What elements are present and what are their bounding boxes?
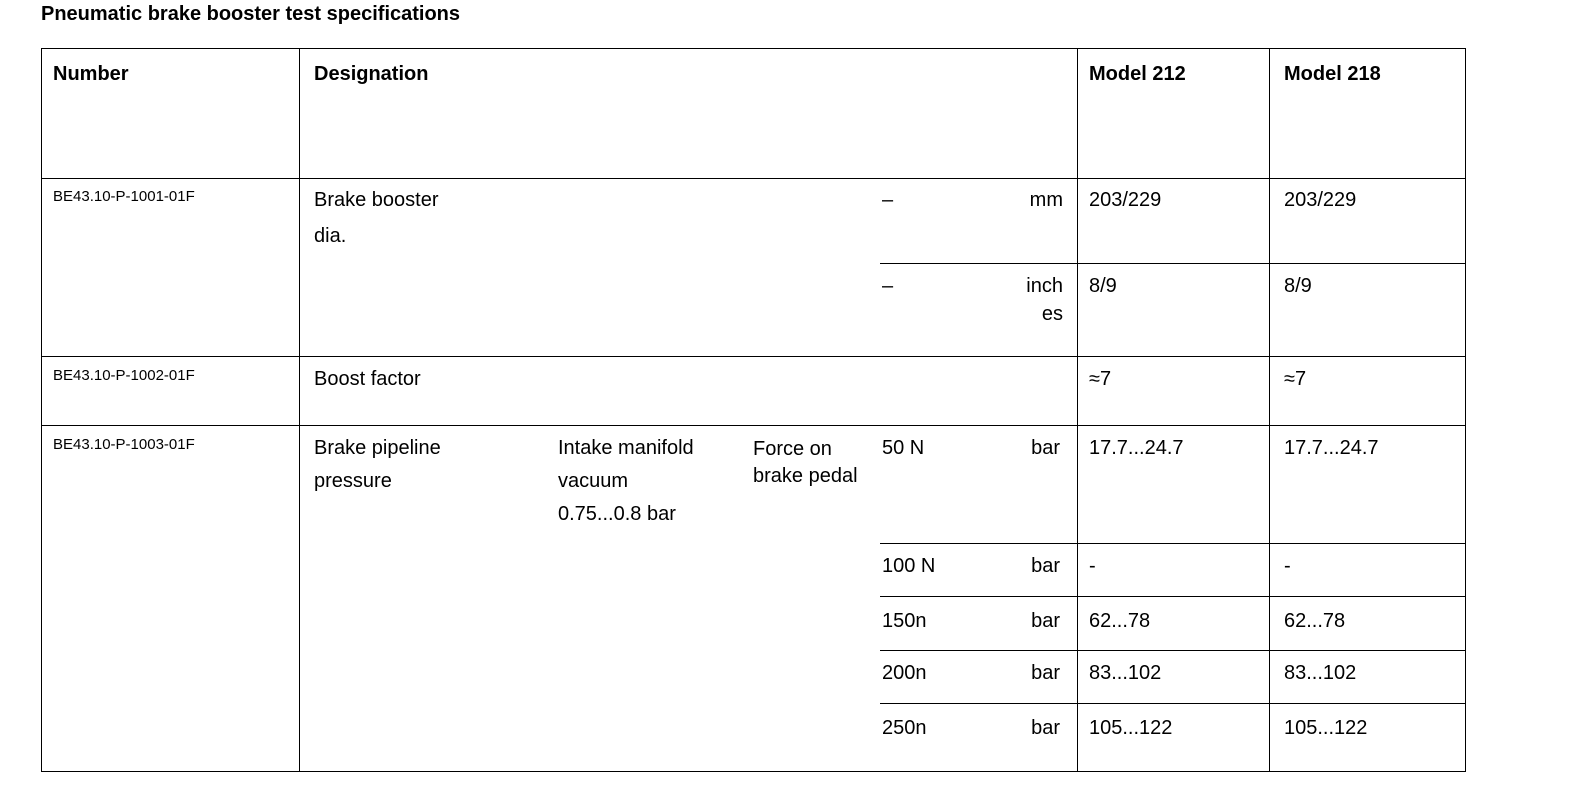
row-designation: Brake pipeline — [314, 437, 441, 459]
model-212-value: 105...122 — [1089, 717, 1173, 739]
unit-value: bar — [1031, 555, 1060, 577]
header-designation: Designation — [314, 63, 429, 85]
condition-value: 50 N — [882, 437, 925, 459]
model-218-value: 8/9 — [1284, 275, 1312, 297]
condition-value: – — [882, 275, 894, 297]
unit-value: bar — [1031, 610, 1060, 632]
model-212-value: 83...102 — [1089, 662, 1162, 684]
model-212-value: - — [1089, 555, 1096, 577]
row-divider — [880, 263, 1466, 264]
model-212-value: 203/229 — [1089, 189, 1162, 211]
row-number: BE43.10-P-1001-01F — [53, 188, 195, 205]
header-model-218: Model 218 — [1284, 63, 1381, 85]
force-condition: brake pedal — [753, 465, 858, 487]
row-divider — [41, 356, 1466, 357]
row-divider — [880, 596, 1466, 597]
vacuum-condition: vacuum — [558, 470, 629, 492]
model-218-value: 17.7...24.7 — [1284, 437, 1379, 459]
unit-value: es — [1041, 303, 1063, 325]
condition-value: 200n — [882, 662, 927, 684]
row-divider — [880, 703, 1466, 704]
model-218-value: - — [1284, 555, 1291, 577]
model-218-value: 203/229 — [1284, 189, 1357, 211]
model-218-value: 105...122 — [1284, 717, 1368, 739]
unit-value: bar — [1031, 662, 1060, 684]
row-designation: dia. — [314, 225, 347, 247]
model-218-value: 62...78 — [1284, 610, 1346, 632]
model-212-value: 8/9 — [1089, 275, 1117, 297]
row-designation: Brake booster — [314, 189, 439, 211]
unit-value: mm — [1029, 189, 1063, 211]
model-218-value: 83...102 — [1284, 662, 1357, 684]
model-212-value: ≈7 — [1089, 368, 1112, 390]
condition-value: 250n — [882, 717, 927, 739]
condition-value: 100 N — [882, 555, 936, 577]
page-title: Pneumatic brake booster test specifications — [41, 3, 461, 25]
row-number: BE43.10-P-1003-01F — [53, 436, 195, 453]
row-divider — [880, 543, 1466, 544]
force-condition: Force on — [753, 438, 832, 460]
model-212-value: 62...78 — [1089, 610, 1151, 632]
row-divider — [41, 178, 1466, 179]
model-212-value: 17.7...24.7 — [1089, 437, 1184, 459]
row-designation: Boost factor — [314, 368, 421, 390]
row-divider — [41, 425, 1466, 426]
table-frame — [41, 48, 1466, 772]
vacuum-condition: Intake manifold — [558, 437, 694, 459]
condition-value: 150n — [882, 610, 927, 632]
header-number: Number — [53, 63, 129, 85]
vacuum-condition: 0.75...0.8 bar — [558, 503, 676, 525]
col-divider — [1269, 48, 1270, 772]
row-designation: pressure — [314, 470, 392, 492]
header-model-212: Model 212 — [1089, 63, 1186, 85]
condition-value: – — [882, 189, 894, 211]
row-divider — [880, 650, 1466, 651]
unit-value: bar — [1031, 437, 1060, 459]
col-divider — [299, 48, 300, 772]
unit-value: inch — [1026, 275, 1063, 297]
model-218-value: ≈7 — [1284, 368, 1307, 390]
row-number: BE43.10-P-1002-01F — [53, 367, 195, 384]
unit-value: bar — [1031, 717, 1060, 739]
col-divider — [1077, 48, 1078, 772]
